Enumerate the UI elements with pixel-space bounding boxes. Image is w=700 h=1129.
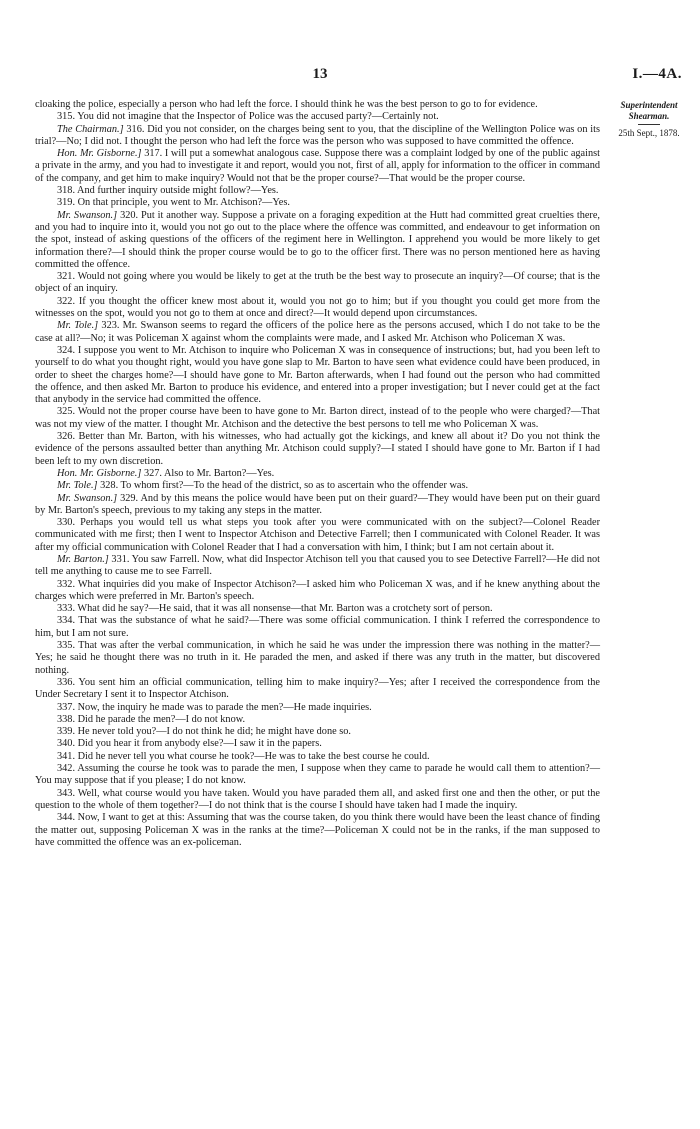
- paragraph-text: 326. Better than Mr. Barton, with his witnesses, who had actually got the kickings, and knew all about it? Do you not think the evidence of the persons assaulted better than anything Mr. Atchison could supply?—I stated I should have gone to Mr. Barton if I had been left to my own discretion.: [35, 431, 600, 467]
- speaker-tag: Hon. Mr. Gisborne.]: [57, 467, 142, 479]
- testimony-paragraph: [35, 197, 600, 209]
- question-number: 316. Did you not consider, on the charges being sent to you, that the discipline of the Wellington Police was on its trial?—No; I did not. I thought the person who had left the force was the person who was supposed to have committed the offence.: [35, 123, 600, 147]
- testimony-paragraph: [35, 788, 600, 813]
- paragraph-text: 337. Now, the inquiry he made was to parade the men?—He made inquiries.: [57, 701, 372, 713]
- testimony-paragraph: [35, 210, 600, 271]
- paragraph-text: 342. Assuming the course he took was to parade the men, I suppose when they came to parade he would call them to attention?—You may suppose that if you please; I do not know.: [35, 763, 600, 787]
- paragraph-text: 338. Did he parade the men?—I do not know.: [57, 713, 246, 725]
- speaker-tag: Mr. Tole.]: [57, 320, 99, 332]
- testimony-paragraph: [35, 554, 600, 579]
- testimony-paragraph: [35, 431, 600, 468]
- page-number: 13: [312, 66, 328, 82]
- margin-rule: [638, 124, 660, 125]
- question-number: 320. Put it another way. Suppose a private on a foraging expedition at the Hutt had committed great cruelties there, and you had to inquire into it, would you not go out to the place where the offence was committed, and endeavour to get information on the spot, instead of asking questions of the officers of the regiment here in Wellington. I apprehend you would be more likely to get information there?—I should think the proper course would be to go to the officer first. There was no person mentioned here as having committed the offence.: [35, 209, 600, 270]
- paragraph-text: cloaking the police, especially a person who had left the force. I should think he was the best person to go to for evidence.: [35, 99, 538, 110]
- question-number: 327. Also to Mr. Barton?—Yes.: [143, 467, 275, 479]
- testimony-paragraph: [35, 579, 600, 604]
- margin-date: 25th Sept., 1878.: [618, 128, 680, 138]
- testimony-paragraph: [35, 271, 600, 296]
- question-number: 328. To whom first?—To the head of the district, so as to ascertain who the offender was.: [100, 480, 469, 492]
- testimony-paragraph: [35, 406, 600, 431]
- testimony-paragraph: [35, 493, 600, 518]
- testimony-paragraph: [35, 468, 600, 480]
- paragraph-text: 330. Perhaps you would tell us what steps you took after you were communicated with on the subject?—Colonel Reader communicated with me first; then I went to Inspector Atchison and Detective Farrell; then I communicated with Colonel Reader. It was after my official communication with Colonel Reader that I had a conversation with him, I think; but I am not certain about it.: [35, 517, 600, 553]
- paragraph-text: 315. You did not imagine that the Inspector of Police was the accused party?—Certainly not.: [57, 111, 439, 123]
- margin-speaker: Superintendent Shearman.: [620, 100, 678, 121]
- paragraph-text: 341. Did he never tell you what course he took?—He was to take the best course he could.: [57, 750, 430, 762]
- speaker-tag: The Chairman.]: [57, 123, 124, 135]
- testimony-paragraph: [35, 726, 600, 738]
- question-number: 317. I will put a somewhat analogous case. Suppose there was a complaint lodged by one of the public against a private in the army, and you had to investigate it and report, would you not, first of all, apply for information to the officer in command of the company, and get him to make inquiry? Would not that be the proper course?—That would be the proper course.: [35, 148, 600, 184]
- speaker-tag: Mr. Swanson.]: [57, 492, 118, 504]
- testimony-paragraph: [35, 185, 600, 197]
- paragraph-text: 324. I suppose you went to Mr. Atchison to inquire who Policeman X was in consequence of instructions; but, had you been left to yourself to do what you thought right, would you have gone slap to Mr. Barton to have seen what evidence could have been produced, in order to sheet the charges home?—I should have gone to Mr. Barton afterwards, when I had found out the person who had committed the offence, and then asked Mr. Barton to produce his evidence, and entered into a proper investigation; but I never could get at the fact that anybody in the service had committed the offence.: [35, 344, 600, 406]
- paragraph-text: 322. If you thought the officer knew most about it, would you not go to him; but if you thought you could get more from the witnesses on the spot, would you not go to them at once and direct?—It would depend upon circumstances.: [35, 295, 600, 320]
- testimony-paragraph: [35, 345, 600, 406]
- testimony-paragraph: [35, 517, 600, 554]
- paragraph-text: 339. He never told you?—I do not think he did; he might have done so.: [57, 726, 351, 738]
- question-number: 323. Mr. Swanson seems to regard the officers of the police here as the persons accused, which I do not take to be the case at all?—No; it was Policeman X against whom the complaints were made, and I asked Mr. Atchison who Policeman X was.: [35, 320, 600, 344]
- testimony-paragraph: [35, 603, 600, 615]
- testimony-paragraph: [35, 615, 600, 640]
- question-number: 329. And by this means the police would have been put on their guard?—They would have been put on their guard by Mr. Barton's speech, previous to my taking any steps in the matter.: [35, 492, 600, 516]
- testimony-paragraph: [35, 751, 600, 763]
- paragraph-text: 333. What did he say?—He said, that it was all nonsense—that Mr. Barton was a crotchety sort of person.: [57, 603, 493, 615]
- testimony-paragraph: [35, 677, 600, 702]
- paragraph-text: 334. That was the substance of what he said?—There was some official communication. I think I referred the correspondence to him, but I am not sure.: [35, 615, 600, 639]
- testimony-paragraph: [35, 480, 600, 492]
- testimony-paragraph: [35, 763, 600, 788]
- speaker-tag: Mr. Tole.]: [57, 480, 98, 492]
- testimony-paragraph: [35, 148, 600, 185]
- paragraph-text: 332. What inquiries did you make of Inspector Atchison?—I asked him who Policeman X was, and if he knew anything about the charges which were preferred in Mr. Barton's speech.: [35, 578, 600, 602]
- testimony-paragraph: [35, 714, 600, 726]
- paragraph-text: 318. And further inquiry outside might follow?—Yes.: [57, 185, 279, 197]
- paragraph-text: 343. Well, what course would you have taken. Would you have paraded them all, and asked first one and then the other, or put the question to the whole of them together?—I do not think that is the course I should have taken had I made the inquiry.: [35, 787, 600, 811]
- testimony-paragraph: [35, 111, 600, 123]
- speaker-tag: Hon. Mr. Gisborne.]: [57, 148, 142, 160]
- document-reference: I.—4A.: [632, 66, 682, 82]
- paragraph-text: 344. Now, I want to get at this: Assuming that was the course taken, do you think there would have been the least chance of finding the matter out, supposing Policeman X was in the ranks at the time?—Policeman X could not be in the ranks, if the man supposed to have committed the offence was an ex-policeman.: [35, 812, 600, 848]
- testimony-paragraph: [35, 738, 600, 750]
- testimony-paragraph: [35, 812, 600, 849]
- speaker-tag: Mr. Swanson.]: [57, 209, 118, 221]
- paragraph-text: 325. Would not the proper course have been to have gone to Mr. Barton direct, instead of to the people who were charged?—That was not my view of the matter. I thought Mr. Atchison and the detective the best persons to tell me who Policeman X was.: [35, 406, 600, 430]
- testimony-body: [35, 99, 600, 849]
- paragraph-text: 321. Would not going where you would be likely to get at the truth be the best way to prosecute an inquiry?—Of course; that is the object of an inquiry.: [35, 271, 600, 295]
- speaker-tag: Mr. Barton.]: [57, 553, 109, 565]
- paragraph-text: 319. On that principle, you went to Mr. Atchison?—Yes.: [57, 197, 290, 209]
- testimony-paragraph: [35, 702, 600, 714]
- paragraph-text: 340. Did you hear it from anybody else?—I saw it in the papers.: [57, 738, 322, 750]
- question-number: 331. You saw Farrell. Now, what did Inspector Atchison tell you that caused you to see Detective Farrell?—He did not tell me anything to cause me to see Farrell.: [35, 553, 601, 578]
- testimony-paragraph: [35, 296, 600, 321]
- margin-note: [603, 100, 695, 139]
- testimony-paragraph: [35, 99, 600, 111]
- testimony-paragraph: [35, 320, 600, 345]
- testimony-paragraph: [35, 124, 600, 149]
- paragraph-text: 335. That was after the verbal communication, in which he said he was under the impression there was nothing in the matter?—Yes; he said he thought there was no truth in it. He paraded the men, and asked if there was any truth in the matter, but discovered nothing.: [35, 640, 600, 676]
- testimony-paragraph: [35, 640, 600, 677]
- paragraph-text: 336. You sent him an official communication, telling him to make inquiry?—Yes; after I received the correspondence from the Under Secretary I sent it to Inspector Atchison.: [35, 676, 600, 701]
